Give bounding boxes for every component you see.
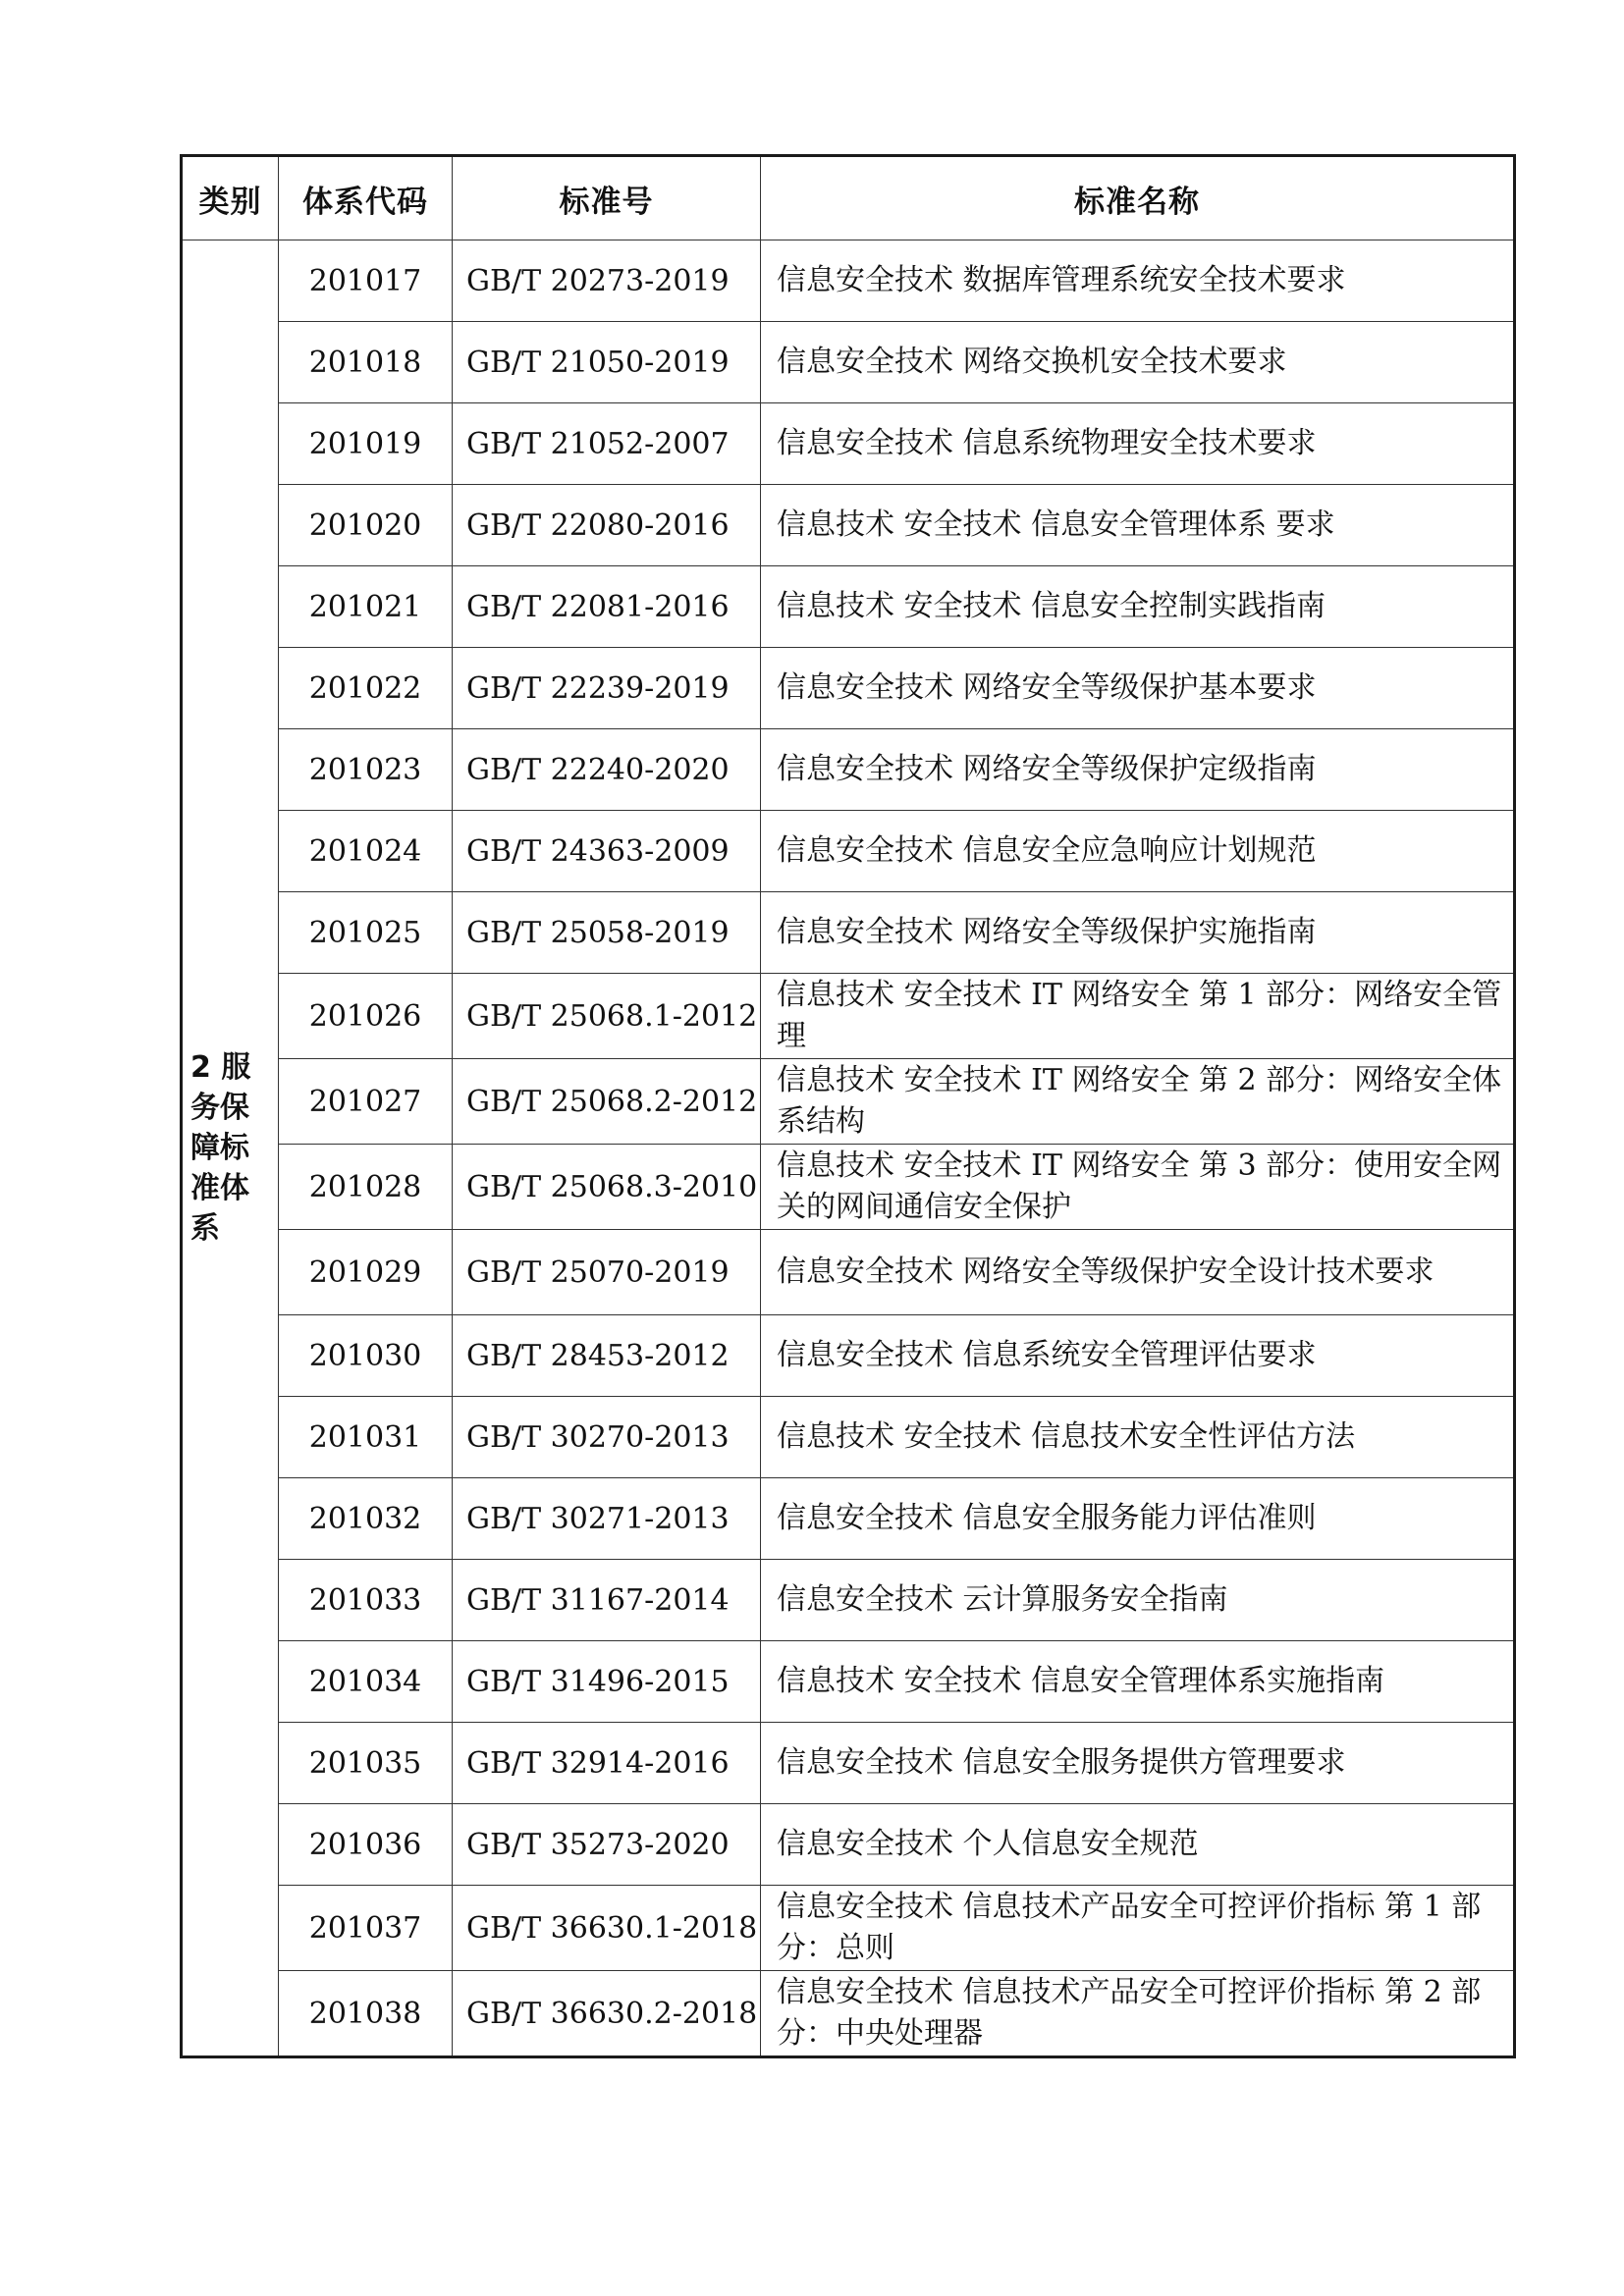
system-code-cell: 201021: [279, 566, 453, 648]
standard-name-cell: 信息安全技术 信息安全应急响应计划规范: [761, 811, 1515, 892]
system-code-cell: 201017: [279, 240, 453, 322]
table-row: [182, 1641, 1515, 1723]
standard-number-cell: GB/T 22080-2016: [453, 485, 761, 566]
system-code-cell: 201038: [279, 1971, 453, 2057]
system-code-cell: 201020: [279, 485, 453, 566]
table-row: [182, 892, 1515, 974]
category-cell: 2 服务保障标准体系: [182, 240, 279, 2057]
standard-name-cell: 信息安全技术 网络安全等级保护基本要求: [761, 648, 1515, 729]
standard-number-cell: GB/T 35273-2020: [453, 1804, 761, 1886]
table-row: [182, 1971, 1515, 2057]
table-row: [182, 1560, 1515, 1641]
table-row: [182, 322, 1515, 403]
standard-name-cell: 信息安全技术 信息系统安全管理评估要求: [761, 1315, 1515, 1397]
standard-number-cell: GB/T 30270-2013: [453, 1397, 761, 1478]
table-row: [182, 1145, 1515, 1230]
system-code-cell: 201018: [279, 322, 453, 403]
table-row: [182, 729, 1515, 811]
table-row: [182, 1886, 1515, 1971]
standard-name-cell: 信息安全技术 网络交换机安全技术要求: [761, 322, 1515, 403]
standard-name-cell: 信息安全技术 信息安全服务提供方管理要求: [761, 1723, 1515, 1804]
standard-name-cell: 信息技术 安全技术 信息安全管理体系实施指南: [761, 1641, 1515, 1723]
standard-number-cell: GB/T 20273-2019: [453, 240, 761, 322]
standard-name-cell: 信息安全技术 云计算服务安全指南: [761, 1560, 1515, 1641]
standard-number-cell: GB/T 24363-2009: [453, 811, 761, 892]
standard-number-cell: GB/T 21050-2019: [453, 322, 761, 403]
table-row: [182, 1723, 1515, 1804]
system-code-cell: 201028: [279, 1145, 453, 1230]
system-code-cell: 201031: [279, 1397, 453, 1478]
table-row: [182, 1059, 1515, 1145]
standard-number-cell: GB/T 30271-2013: [453, 1478, 761, 1560]
standard-name-cell: 信息安全技术 信息安全服务能力评估准则: [761, 1478, 1515, 1560]
standard-name-cell: 信息安全技术 信息系统物理安全技术要求: [761, 403, 1515, 485]
table-header-row: [182, 156, 1515, 240]
standard-number-cell: GB/T 25068.2-2012: [453, 1059, 761, 1145]
header-standard-no: 标准号: [453, 156, 761, 240]
standard-number-cell: GB/T 25068.1-2012: [453, 974, 761, 1059]
standard-number-cell: GB/T 32914-2016: [453, 1723, 761, 1804]
standard-name-cell: 信息安全技术 网络安全等级保护安全设计技术要求: [761, 1230, 1515, 1315]
standard-name-cell: 信息技术 安全技术 信息安全管理体系 要求: [761, 485, 1515, 566]
standard-name-cell: 信息安全技术 数据库管理系统安全技术要求: [761, 240, 1515, 322]
standard-name-cell: 信息技术 安全技术 信息技术安全性评估方法: [761, 1397, 1515, 1478]
standard-name-cell: 信息安全技术 个人信息安全规范: [761, 1804, 1515, 1886]
table-row: [182, 974, 1515, 1059]
table-row: [182, 240, 1515, 322]
standard-name-cell: 信息安全技术 信息技术产品安全可控评价指标 第 1 部分：总则: [761, 1886, 1515, 1971]
standard-number-cell: GB/T 25070-2019: [453, 1230, 761, 1315]
table-row: [182, 1230, 1515, 1315]
system-code-cell: 201033: [279, 1560, 453, 1641]
standards-table: [180, 154, 1516, 2058]
standard-number-cell: GB/T 22081-2016: [453, 566, 761, 648]
standard-number-cell: GB/T 31167-2014: [453, 1560, 761, 1641]
standard-name-cell: 信息安全技术 网络安全等级保护实施指南: [761, 892, 1515, 974]
system-code-cell: 201019: [279, 403, 453, 485]
table-row: [182, 485, 1515, 566]
standard-number-cell: GB/T 25068.3-2010: [453, 1145, 761, 1230]
standard-number-cell: GB/T 22240-2020: [453, 729, 761, 811]
table-row: [182, 403, 1515, 485]
table-row: [182, 1804, 1515, 1886]
system-code-cell: 201036: [279, 1804, 453, 1886]
system-code-cell: 201027: [279, 1059, 453, 1145]
standard-number-cell: GB/T 36630.2-2018: [453, 1971, 761, 2057]
standard-number-cell: GB/T 36630.1-2018: [453, 1886, 761, 1971]
standard-name-cell: 信息技术 安全技术 信息安全控制实践指南: [761, 566, 1515, 648]
standard-number-cell: GB/T 31496-2015: [453, 1641, 761, 1723]
system-code-cell: 201034: [279, 1641, 453, 1723]
system-code-cell: 201025: [279, 892, 453, 974]
system-code-cell: 201024: [279, 811, 453, 892]
standard-name-cell: 信息技术 安全技术 IT 网络安全 第 3 部分：使用安全网关的网间通信安全保护: [761, 1145, 1515, 1230]
standard-number-cell: GB/T 22239-2019: [453, 648, 761, 729]
system-code-cell: 201030: [279, 1315, 453, 1397]
system-code-cell: 201023: [279, 729, 453, 811]
system-code-cell: 201035: [279, 1723, 453, 1804]
table-row: [182, 1478, 1515, 1560]
standard-number-cell: GB/T 21052-2007: [453, 403, 761, 485]
system-code-cell: 201022: [279, 648, 453, 729]
table-row: [182, 811, 1515, 892]
table-body: [182, 240, 1515, 2057]
table-row: [182, 566, 1515, 648]
system-code-cell: 201037: [279, 1886, 453, 1971]
table-row: [182, 648, 1515, 729]
header-system-code: 体系代码: [279, 156, 453, 240]
table-row: [182, 1315, 1515, 1397]
standard-number-cell: GB/T 28453-2012: [453, 1315, 761, 1397]
standard-name-cell: 信息安全技术 信息技术产品安全可控评价指标 第 2 部分：中央处理器: [761, 1971, 1515, 2057]
standard-name-cell: 信息技术 安全技术 IT 网络安全 第 2 部分：网络安全体系结构: [761, 1059, 1515, 1145]
system-code-cell: 201026: [279, 974, 453, 1059]
standard-name-cell: 信息技术 安全技术 IT 网络安全 第 1 部分：网络安全管理: [761, 974, 1515, 1059]
standard-name-cell: 信息安全技术 网络安全等级保护定级指南: [761, 729, 1515, 811]
system-code-cell: 201032: [279, 1478, 453, 1560]
header-category: 类别: [182, 156, 279, 240]
header-standard-name: 标准名称: [761, 156, 1515, 240]
table-row: [182, 1397, 1515, 1478]
system-code-cell: 201029: [279, 1230, 453, 1315]
standard-number-cell: GB/T 25058-2019: [453, 892, 761, 974]
